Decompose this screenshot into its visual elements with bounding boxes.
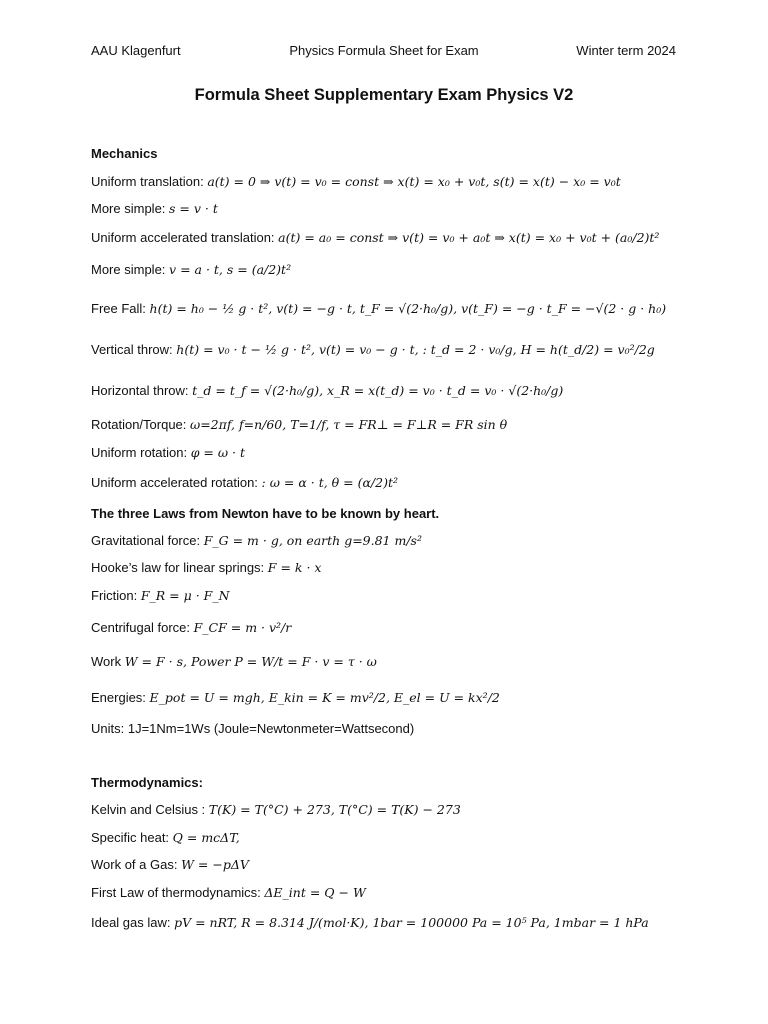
formula-line xyxy=(91,262,291,277)
header-center: Physics Formula Sheet for Exam xyxy=(289,43,479,58)
formula: t_d = t_f = √(2·h₀/g), x_R = x(t_d) = v₀ · t_d = v₀ · √(2·h₀/g) xyxy=(192,383,564,398)
formula-line xyxy=(91,721,414,736)
formula-label: Rotation/Torque: xyxy=(91,417,191,432)
formula-label: Kelvin and Celsius : xyxy=(91,802,209,817)
formula: h(t) = h₀ − ½ g · t², v(t) = −g · t, t_F = √(2·h₀/g), v(t_F) = −g · t_F = −√(2 · g · h₀) xyxy=(149,301,667,316)
formula-line xyxy=(91,230,659,245)
formula-line xyxy=(91,475,398,490)
formula-label: Ideal gas law: xyxy=(91,915,175,930)
formula-label: Specific heat: xyxy=(91,830,173,845)
formula: E_pot = U = mgh, E_kin = K = mv²/2, E_el = U = kx²/2 xyxy=(149,690,500,705)
formula-line xyxy=(91,301,666,316)
formula: φ = ω · t xyxy=(190,445,246,460)
formula: ΔE_int = Q − W xyxy=(264,885,366,900)
formula-line xyxy=(91,802,461,817)
header-left: AAU Klagenfurt xyxy=(91,43,181,58)
formula-label: More simple: xyxy=(91,201,170,216)
formula-line xyxy=(91,620,291,635)
formula-line xyxy=(91,885,366,900)
formula-line xyxy=(91,857,249,872)
formula: v = a · t, s = (a/2)t² xyxy=(169,262,292,277)
formula: ω=2πf, f=n/60, T=1/f, τ = FR⊥ = F⊥R = FR sin θ xyxy=(190,417,508,432)
formula-line xyxy=(91,445,245,460)
formula: W = −pΔV xyxy=(181,857,249,872)
formula-label: Uniform accelerated translation: xyxy=(91,230,279,245)
formula-label: Work xyxy=(91,654,125,669)
formula: F_G = m · g, on earth g=9.81 m/s² xyxy=(203,533,422,548)
newton-note: The three Laws from Newton have to be known by heart. xyxy=(91,506,440,521)
formula: T(K) = T(°C) + 273, T(°C) = T(K) − 273 xyxy=(208,802,461,817)
formula-label: Gravitational force: xyxy=(91,533,204,548)
thermodynamics-heading: Thermodynamics: xyxy=(91,775,203,790)
page-title: Formula Sheet Supplementary Exam Physics V2 xyxy=(194,86,574,104)
formula-label: First Law of thermodynamics: xyxy=(91,885,265,900)
formula-label: Units: xyxy=(91,721,128,736)
formula: F_CF = m · v²/r xyxy=(193,620,292,635)
formula-label: More simple: xyxy=(91,262,170,277)
formula-line xyxy=(91,654,377,669)
formula-line xyxy=(91,533,422,548)
formula-line xyxy=(91,174,621,189)
formula-line xyxy=(91,588,230,603)
formula-label: Friction: xyxy=(91,588,141,603)
formula: F = k · x xyxy=(267,560,322,575)
formula: a(t) = a₀ = const ⇒ v(t) = v₀ + a₀t ⇒ x(t) = x₀ + v₀t + (a₀/2)t² xyxy=(278,230,660,245)
formula-line xyxy=(91,915,649,930)
formula-line xyxy=(91,417,507,432)
formula-label: Uniform translation: xyxy=(91,174,208,189)
mechanics-heading: Mechanics xyxy=(91,146,158,161)
formula-line xyxy=(91,201,218,216)
formula-label: Work of a Gas: xyxy=(91,857,182,872)
formula: W = F · s, Power P = W/t = F · v = τ · ω xyxy=(124,654,377,669)
formula: s = v · t xyxy=(169,201,218,216)
formula-line xyxy=(91,342,655,357)
formula-label: Horizontal throw: xyxy=(91,383,193,398)
formula-label: Uniform rotation: xyxy=(91,445,191,460)
formula: pV = nRT, R = 8.314 J/(mol·K), 1bar = 100000 Pa = 10⁵ Pa, 1mbar = 1 hPa xyxy=(174,915,649,930)
formula-label: Vertical throw: xyxy=(91,342,177,357)
formula: : ω = α · t, θ = (α/2)t² xyxy=(261,475,398,490)
formula: F_R = μ · F_N xyxy=(140,588,230,603)
formula-line xyxy=(91,830,240,845)
formula-label: Hooke’s law for linear springs: xyxy=(91,560,268,575)
formula-line xyxy=(91,690,500,705)
formula-label: Centrifugal force: xyxy=(91,620,194,635)
header-right: Winter term 2024 xyxy=(576,43,676,58)
formula: 1J=1Nm=1Ws (Joule=Newtonmeter=Wattsecond) xyxy=(127,721,415,736)
formula: h(t) = v₀ · t − ½ g · t², v(t) = v₀ − g · t, : t_d = 2 · v₀/g, H = h(t_d/2) = v₀²/2g xyxy=(176,342,655,357)
formula-line xyxy=(91,560,321,575)
formula: Q = mcΔT, xyxy=(172,830,240,845)
formula-label: Free Fall: xyxy=(91,301,150,316)
formula-label: Energies: xyxy=(91,690,150,705)
formula: a(t) = 0 ⇒ v(t) = v₀ = const ⇒ x(t) = x₀ + v₀t, s(t) = x(t) − x₀ = v₀t xyxy=(207,174,621,189)
formula-label: Uniform accelerated rotation: xyxy=(91,475,262,490)
formula-line xyxy=(91,383,563,398)
